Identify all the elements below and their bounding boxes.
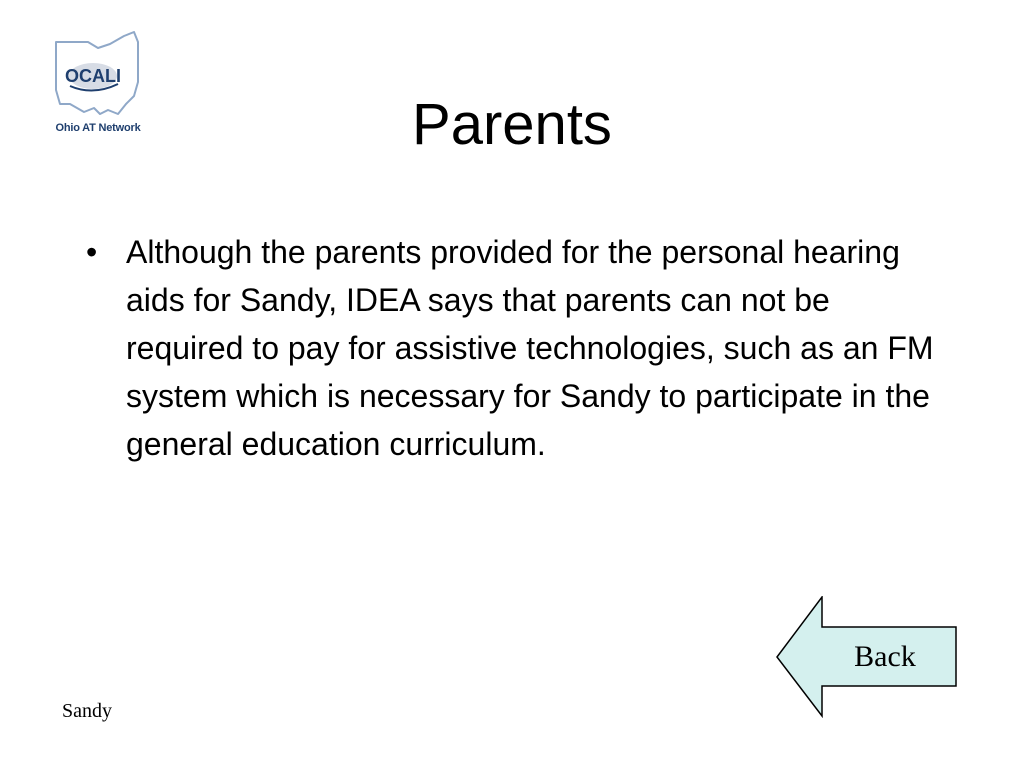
slide-title: Parents <box>412 92 612 157</box>
back-button-label: Back <box>854 640 916 673</box>
logo-badge-text: OCALI <box>65 66 121 86</box>
footer-label: Sandy <box>62 700 112 722</box>
bullet-marker: • <box>86 234 98 270</box>
back-button[interactable] <box>776 596 958 718</box>
bullet-list <box>86 228 956 468</box>
bullet-item <box>86 228 956 468</box>
bullet-text: Although the parents provided for the personal hearing aids for Sandy, IDEA says that parents can not be required to pay for assistive technologies, such as an FM system which is necessary for Sandy to participate in the general education curriculum. <box>126 234 934 462</box>
logo-caption: Ohio AT Network <box>55 122 141 134</box>
